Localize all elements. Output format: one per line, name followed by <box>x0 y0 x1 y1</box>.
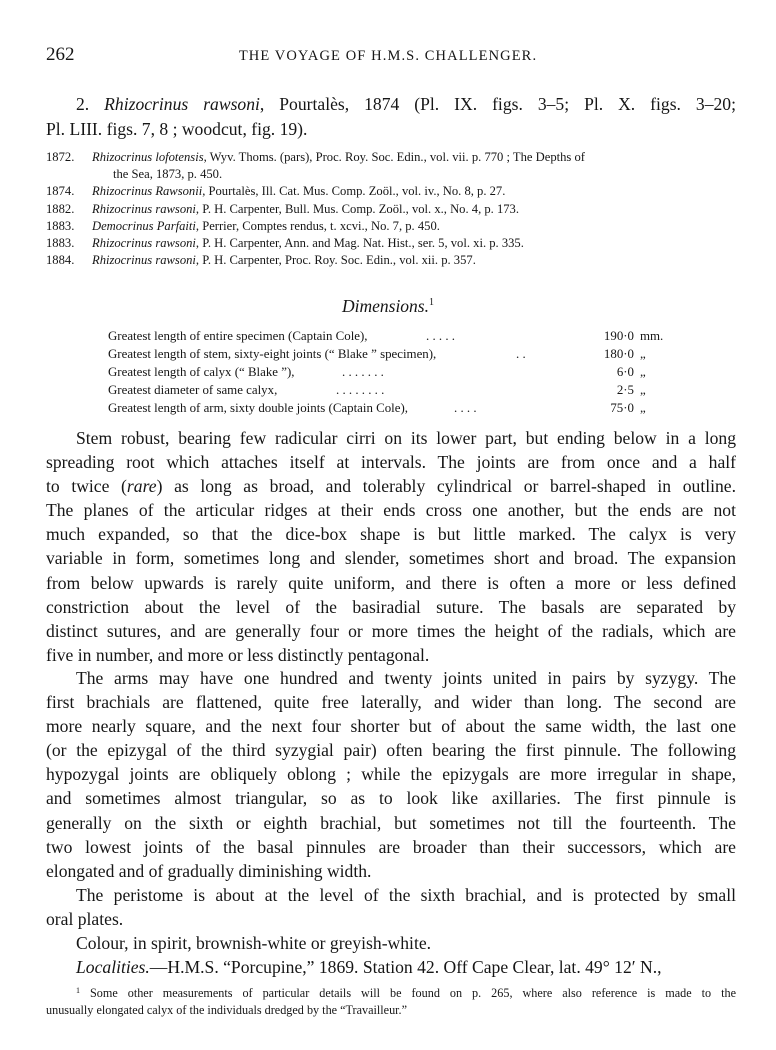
dimension-unit: „ <box>640 365 646 379</box>
dimension-value: 190·0 <box>603 329 634 343</box>
footnote-text: Some other measurements of particular details will be found on p. 265, where also reference is made to the <box>80 986 736 1000</box>
species-name: Rhizocrinus rawsoni <box>104 94 260 114</box>
dimension-unit: mm. <box>640 329 664 343</box>
footnote-reference: 1 <box>429 297 434 308</box>
dimension-value: 180·0 <box>603 347 634 361</box>
footnote-line <box>46 983 736 1002</box>
synonymy-list <box>46 149 736 279</box>
text-line: first brachials are flattened, quite free laterally, and wider than long. The second are <box>46 692 736 713</box>
text-line: The arms may have one hundred and twenty joints united in pairs by syzygy. The <box>76 668 736 688</box>
text-line: from below upwards is rarely quite uniform, and there is often a more or less defined <box>46 572 736 593</box>
text-line: and sometimes almost triangular, so as to look like axillaries. The first pinnule is <box>46 788 736 809</box>
text-line: generally on the sixth or eighth brachial, but sometimes not till the fourteenth. The <box>46 812 736 833</box>
text-line: two lowest joints of the basal pinnules are broader than their successors, which are <box>46 836 736 857</box>
species-heading-line-1 <box>46 92 736 117</box>
dimension-label: Greatest length of arm, sixty double joints (Captain Cole), <box>108 401 409 415</box>
synonymy-year: 1872. <box>46 150 75 164</box>
text-line: (or the epizygal of the third syzygial pair) often bearing the first pinnule. The following <box>46 740 736 761</box>
synonymy-year: 1883. <box>46 218 75 233</box>
synonymy-reference: , P. H. Carpenter, Proc. Roy. Soc. Edin., vol. xii. p. 357. <box>195 253 476 268</box>
running-title: THE VOYAGE OF H.M.S. CHALLENGER. <box>238 48 538 64</box>
localities-paragraph <box>46 955 736 979</box>
text-line: much expanded, so that the dice-box shape is but little marked. The calyx is very <box>46 524 736 545</box>
dimension-value: 6·0 <box>616 365 634 379</box>
text-line: Stem robust, bearing few radicular cirri on its lower part, but ending below in a long <box>76 428 736 448</box>
description-paragraph-peristome <box>46 883 736 931</box>
synonymy-reference-continued: the Sea, 1873, p. 450. <box>113 167 223 182</box>
synonymy-name: Rhizocrinus rawsoni <box>92 236 196 250</box>
synonymy-year: 1882. <box>46 201 75 216</box>
text-line: The planes of the articular ridges at their ends cross one another, but the ends are not <box>46 500 736 521</box>
dimension-label: Greatest length of calyx (“ Blake ”), <box>108 365 295 379</box>
text-line: more nearly square, and the next four shorter but of about the same width, the last one <box>46 716 736 737</box>
synonymy-reference: , Perrier, Comptes rendus, t. xcvi., No. 7, p. 450. <box>195 218 440 233</box>
footnote <box>46 983 736 1018</box>
dimensions-title: Dimensions. <box>341 296 429 316</box>
dimension-unit: „ <box>640 347 646 361</box>
synonymy-reference: , Pourtalès, Ill. Cat. Mus. Comp. Zoöl., vol. iv., No. 8, p. 27. <box>202 184 506 199</box>
synonymy-reference: , P. H. Carpenter, Ann. and Mag. Nat. Hist., ser. 5, vol. xi. p. 335. <box>195 236 524 250</box>
dimension-unit: „ <box>640 383 646 397</box>
dimension-leader-dots: . . . . <box>454 401 477 415</box>
synonymy-name: Rhizocrinus Rawsonii <box>92 184 203 199</box>
footnote-line: unusually elongated calyx of the individuals dredged by the “Travailleur.” <box>46 1002 408 1017</box>
synonymy-year: 1884. <box>46 253 75 268</box>
text-line: five in number, and more or less distinctly pentagonal. <box>46 644 430 665</box>
footnote-mark: 1 <box>76 986 80 995</box>
dimension-value: 75·0 <box>610 401 634 415</box>
description-paragraph-colour <box>46 931 736 955</box>
text-line: variable in form, sometimes long and slender, sometimes short and broad. The expansion <box>46 548 736 569</box>
text-line-end: ) as long as broad, and tolerably cylindrical or barrel-shaped in outline. <box>156 476 736 497</box>
text-line <box>46 474 736 498</box>
dimension-leader-dots: . . <box>516 347 526 361</box>
dimensions-heading <box>0 296 776 317</box>
page-number: 262 <box>46 44 75 65</box>
dimension-leader-dots: . . . . . <box>426 329 456 343</box>
text-line: elongated and of gradually diminishing width. <box>46 860 372 881</box>
dimension-label: Greatest length of stem, sixty-eight joints (“ Blake ” specimen), <box>108 347 437 361</box>
synonymy-name: Rhizocrinus rawsoni <box>92 253 196 268</box>
text-line: distinct sutures, and are generally four or more times the height of the radials, which are <box>46 620 736 641</box>
dimension-leader-dots: . . . . . . . . <box>336 383 385 397</box>
text-line: constriction about the level of the basiradial suture. The basals are separated by <box>46 596 736 617</box>
dimension-value: 2·5 <box>616 383 634 397</box>
text-line: spreading root which attaches itself at intervals. The joints are from once and a half <box>46 452 736 473</box>
description-paragraph-stem <box>46 426 736 667</box>
localities-label: Localities. <box>76 957 150 977</box>
dimension-unit: „ <box>640 401 646 415</box>
species-heading <box>46 92 736 142</box>
dimension-leader-dots: . . . . . . . <box>342 365 384 379</box>
localities-text: —H.M.S. “Porcupine,” 1869. Station 42. Off Cape Clear, lat. 49° 12′ N., <box>149 957 662 977</box>
text-line <box>46 955 736 979</box>
dimension-label: Greatest diameter of same calyx, <box>108 383 278 397</box>
text-line: Colour, in spirit, brownish-white or greyish-white. <box>76 933 432 953</box>
synonymy-reference: , Wyv. Thoms. (pars), Proc. Roy. Soc. Edin., vol. vii. p. 770 ; The Depths of <box>203 150 585 164</box>
synonymy-year: 1883. <box>46 236 75 250</box>
synonymy-year: 1874. <box>46 184 75 199</box>
text-line: oral plates. <box>46 909 124 930</box>
synonymy-name: Rhizocrinus rawsoni <box>92 201 196 216</box>
species-authority: , Pourtalès, 1874 (Pl. IX. figs. 3–5; Pl. X. figs. 3–20; <box>259 94 736 114</box>
text-line: The peristome is about at the level of the sixth brachial, and is protected by small <box>76 885 736 905</box>
dimension-label: Greatest length of entire specimen (Captain Cole), <box>108 329 368 343</box>
text-line: hypozygal joints are obliquely oblong ; while the epizygals are more irregular in shape, <box>46 764 736 785</box>
species-heading-line-2: Pl. LIII. figs. 7, 8 ; woodcut, fig. 19). <box>46 119 308 139</box>
synonymy-reference: , P. H. Carpenter, Bull. Mus. Comp. Zoöl., vol. x., No. 4, p. 173. <box>195 201 520 216</box>
text-line-start: to twice ( <box>46 476 127 497</box>
synonymy-name: Rhizocrinus lofotensis <box>92 150 204 164</box>
description-paragraph-arms <box>46 666 736 883</box>
dimensions-table <box>108 329 668 419</box>
italic-word: rare <box>126 476 157 497</box>
species-number: 2. <box>76 94 90 114</box>
synonymy-name: Democrinus Parfaiti <box>92 218 196 233</box>
